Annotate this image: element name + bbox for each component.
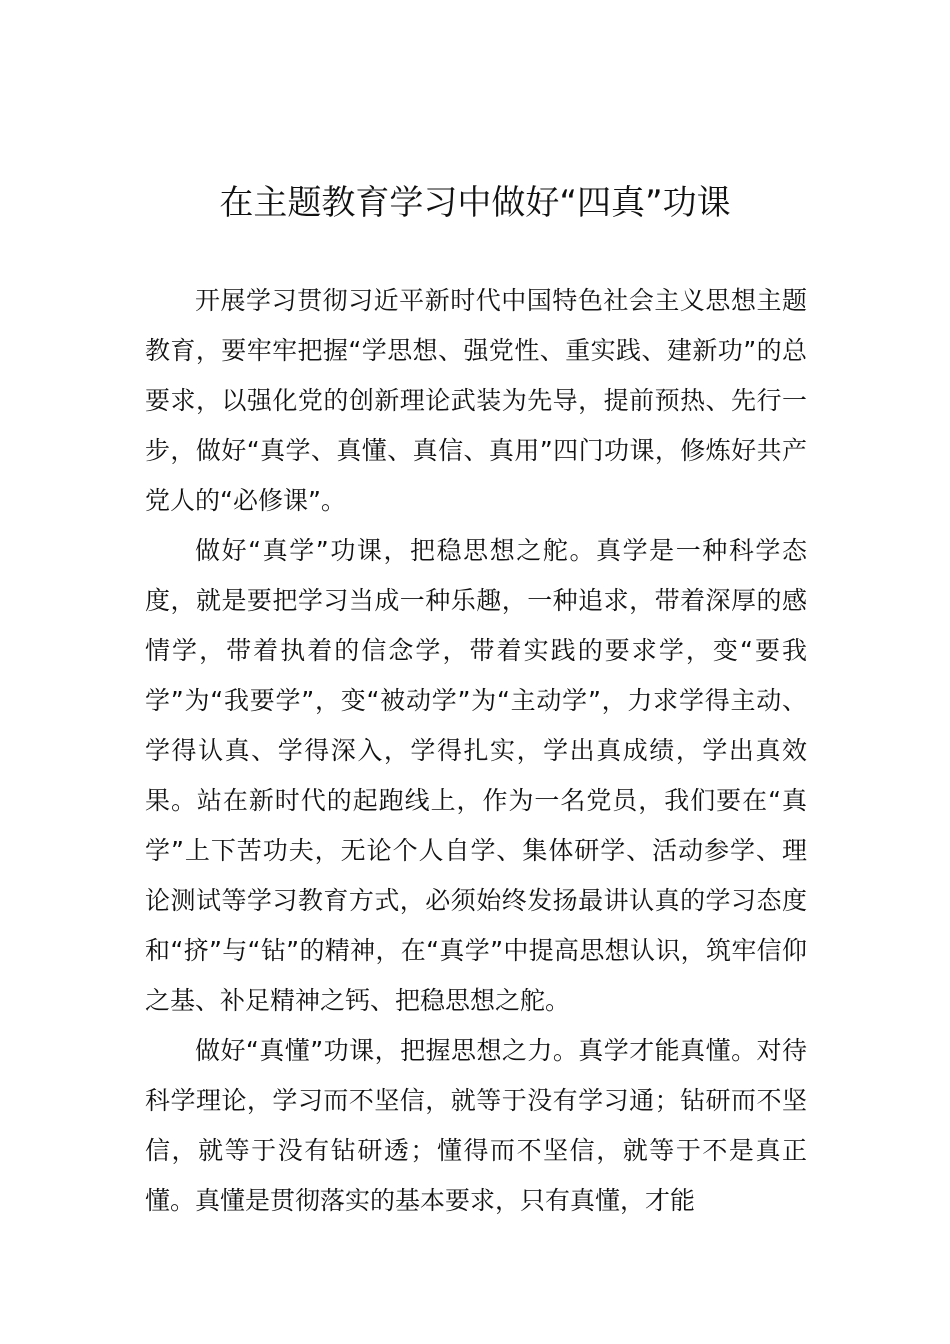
- paragraph-zhenxue: 做好“真学”功课，把稳思想之舵。真学是一种科学态度，就是要把学习当成一种乐趣，一种追求，带着深厚的感情学，带着执着的信念学，带着实践的要求学，变“要我学”为“我要学”，变“被动学”为“主动学”，力求学得主动、学得认真、学得深入，学得扎实，学出真成绩，学出真效果。站在新时代的起跑线上，作为一名党员，我们要在“真学”上下苦功夫，无论个人自学、集体研学、活动参学、理论测试等学习教育方式，必须始终发扬最讲认真的学习态度和“挤”与“钻”的精神，在“真学”中提高思想认识，筑牢信仰之基、补足精神之钙、把稳思想之舵。: [145, 536, 807, 1015]
- paragraph-intro: 开展学习贯彻习近平新时代中国特色社会主义思想主题教育，要牢牢把握“学思想、强党性、重实践、建新功”的总要求，以强化党的创新理论武装为先导，提前预热、先行一步，做好“真学、真懂、真信、真用”四门功课，修炼好共产党人的“必修课”。: [145, 286, 807, 515]
- document-body: [145, 276, 807, 1226]
- document-title: 在主题教育学习中做好“四真”功课: [219, 183, 731, 223]
- paragraph-zhendong: 做好“真懂”功课，把握思想之力。真学才能真懂。对待科学理论，学习而不坚信，就等于没有学习通；钻研而不坚信，就等于没有钻研透；懂得而不坚信，就等于不是真正懂。真懂是贯彻落实的基本要求，只有真懂，才能: [145, 1036, 807, 1215]
